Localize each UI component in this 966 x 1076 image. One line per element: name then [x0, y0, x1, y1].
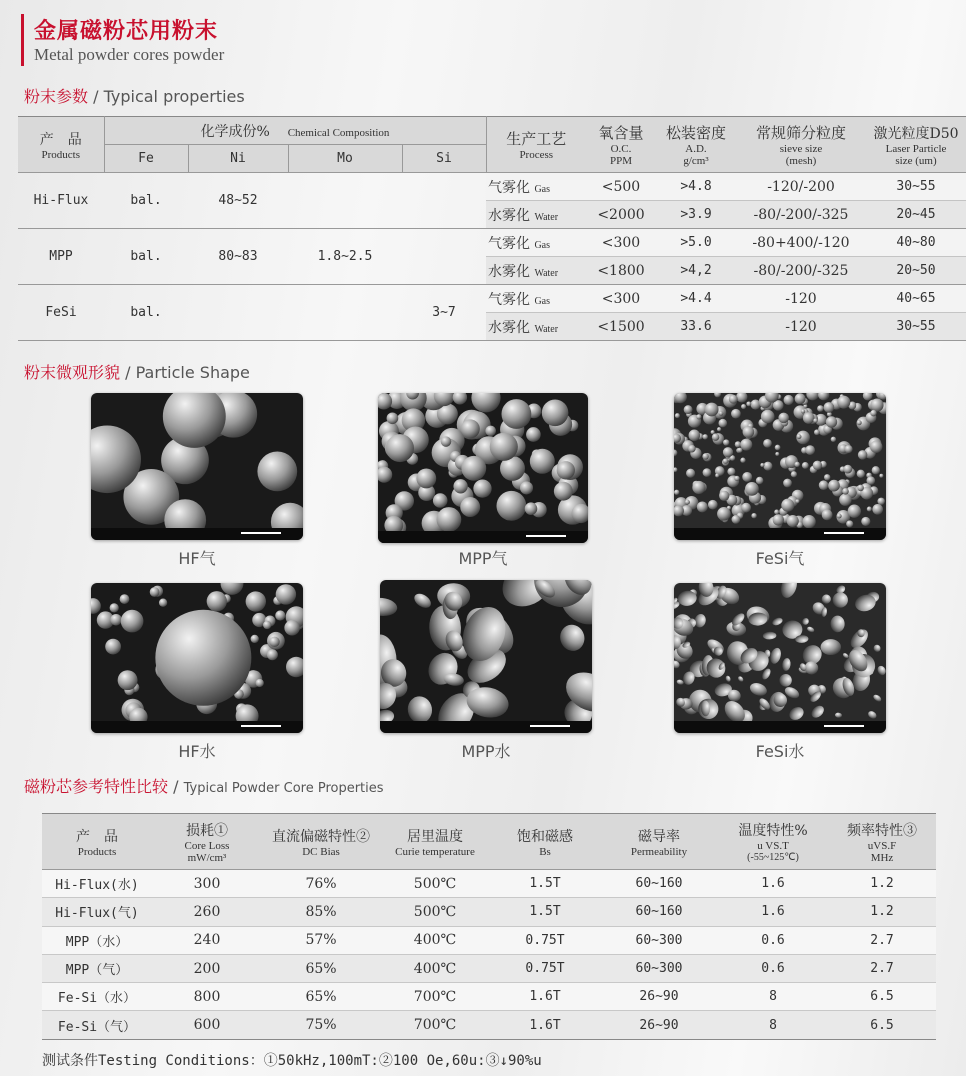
core-loss: 800: [193, 988, 221, 1005]
core-product: MPP（水）: [65, 934, 129, 950]
process-cn: 水雾化: [488, 263, 530, 280]
core-row: [42, 926, 936, 954]
process-en: Gas: [534, 239, 551, 251]
header-oc-unit: PPM: [609, 155, 633, 167]
section-heading-shape: [24, 360, 250, 383]
core-product: Hi-Flux(水): [55, 878, 139, 894]
core-row: [42, 870, 936, 898]
core-dc: 76%: [305, 875, 337, 892]
section-en: Particle Shape: [135, 363, 250, 382]
core-loss: 260: [193, 903, 221, 920]
core-product: MPP（气）: [65, 963, 129, 979]
laser-value: 40~80: [866, 229, 966, 257]
core-curie: 400℃: [413, 932, 457, 949]
core-row: [42, 1011, 936, 1039]
h-en: DC Bias: [302, 845, 340, 858]
core-header-products: [42, 814, 152, 870]
core-product: Fe-Si（水）: [57, 991, 137, 1007]
sem-micrograph: [674, 393, 886, 540]
sem-micrograph: [91, 583, 303, 733]
section-sep: /: [125, 363, 131, 382]
core-perm: 60~160: [635, 904, 683, 920]
core-product: Fe-Si（气）: [57, 1019, 137, 1035]
section-en: Typical Powder Core Properties: [183, 781, 384, 796]
core-bs: 0.75T: [525, 932, 565, 948]
laser-value: 40~65: [866, 285, 966, 313]
core-header-perm: [600, 814, 718, 870]
core-curie: 700℃: [413, 988, 457, 1005]
core-bs: 1.6T: [529, 989, 561, 1005]
core-row: [42, 898, 936, 926]
si-value: 3~7: [432, 305, 456, 320]
h-en: Curie temperature: [395, 845, 475, 858]
h-cn: 损耗①: [186, 822, 228, 839]
process-en: Gas: [534, 295, 551, 307]
core-row: [42, 983, 936, 1011]
sieve-value: -80/-200/-325: [736, 201, 866, 229]
core-perm: 60~300: [635, 932, 683, 948]
core-header-temp: [718, 814, 828, 870]
oc-value: <2000: [586, 201, 656, 229]
header-sieve: [736, 117, 866, 173]
section-heading-core: [24, 774, 384, 797]
powder-row: [18, 285, 966, 313]
micrograph-caption: FeSi水: [755, 742, 805, 761]
header-chem-en: Chemical Composition: [287, 126, 390, 139]
core-dc: 75%: [305, 1017, 337, 1034]
header-chem-cn: 化学成份%: [200, 123, 270, 140]
header-oc: [586, 117, 656, 173]
sieve-value: -80+400/-120: [736, 229, 866, 257]
title-accent-bar: [21, 14, 24, 66]
core-header-bs: [490, 814, 600, 870]
core-product: Hi-Flux(气): [55, 906, 139, 922]
ad-value: >3.9: [656, 201, 736, 229]
header-ni: Ni: [188, 145, 288, 173]
section-sep: /: [93, 87, 99, 106]
header-laser-cn: 激光粒度D50: [873, 125, 959, 142]
core-curie: 700℃: [413, 1017, 457, 1034]
h-en: Bs: [539, 845, 551, 858]
core-curie: 400℃: [413, 960, 457, 977]
core-freq: 1.2: [870, 876, 894, 892]
fe-value: bal.: [130, 193, 162, 208]
h-unit: MHz: [870, 851, 894, 864]
h-cn: 直流偏磁特性②: [272, 828, 370, 845]
laser-value: 20~50: [866, 257, 966, 285]
core-temp: 8: [769, 1017, 777, 1033]
core-perm: 26~90: [639, 989, 679, 1005]
header-ad-unit: g/cm³: [683, 155, 709, 167]
ad-value: >5.0: [656, 229, 736, 257]
process-cn: 气雾化: [488, 291, 530, 308]
header-sieve-cn: 常规筛分粒度: [755, 124, 846, 142]
core-properties-table: [42, 813, 936, 1040]
core-freq: 6.5: [870, 1017, 894, 1033]
h-cn: 产 品: [76, 828, 118, 845]
micrograph-caption: HF水: [178, 742, 216, 761]
header-laser: [866, 117, 966, 173]
core-freq: 1.2: [870, 904, 894, 920]
core-dc: 85%: [305, 903, 337, 920]
sem-micrograph: [674, 583, 886, 733]
core-loss: 200: [193, 960, 221, 977]
process-cn: 气雾化: [488, 235, 530, 252]
oc-value: <300: [586, 285, 656, 313]
process-cell: [486, 201, 586, 229]
core-freq: 2.7: [870, 961, 894, 977]
laser-value: 20~45: [866, 201, 966, 229]
section-cn: 粉末微观形貌: [24, 363, 121, 382]
h-cn: 频率特性③: [847, 822, 917, 839]
core-temp: 1.6: [761, 904, 785, 920]
header-laser-unit: size (um): [895, 154, 937, 167]
process-en: Water: [534, 323, 559, 335]
h-en: Core Loss: [184, 839, 230, 852]
core-perm: 60~300: [635, 961, 683, 977]
core-loss: 300: [193, 875, 221, 892]
h-cn: 居里温度: [407, 828, 463, 845]
core-loss: 240: [193, 932, 221, 949]
header-ad-cn: 松装密度: [665, 124, 726, 142]
section-cn: 粉末参数: [24, 87, 89, 106]
process-cell: [486, 257, 586, 285]
process-cn: 气雾化: [488, 179, 530, 196]
core-temp: 0.6: [761, 961, 785, 977]
fe-value: bal.: [130, 305, 162, 320]
h-en: u VS.T: [757, 840, 789, 852]
process-cell: [486, 173, 586, 201]
sem-micrograph: [378, 393, 588, 543]
header-mo: Mo: [288, 145, 402, 173]
h-en: uVS.F: [867, 839, 897, 852]
oc-value: <300: [586, 229, 656, 257]
core-bs: 1.6T: [529, 1017, 561, 1033]
header-sieve-unit: (mesh): [785, 155, 817, 167]
header-process: [486, 117, 586, 173]
header-process-en: Process: [519, 149, 554, 161]
core-curie: 500℃: [413, 875, 457, 892]
ad-value: >4.8: [656, 173, 736, 201]
sieve-value: -80/-200/-325: [736, 257, 866, 285]
ad-value: >4.4: [656, 285, 736, 313]
powder-row: [18, 173, 966, 201]
core-loss: 600: [193, 1017, 221, 1034]
section-en: Typical properties: [103, 87, 245, 106]
powder-properties-table: [18, 116, 966, 341]
sem-micrograph: [91, 393, 303, 540]
micrograph-caption: MPP水: [461, 742, 511, 761]
product-name: Hi-Flux: [33, 193, 89, 208]
laser-value: 30~55: [866, 313, 966, 341]
core-temp: 0.6: [761, 932, 785, 948]
mo-value: [288, 173, 402, 229]
header-oc-en: O.C.: [610, 143, 632, 155]
product-name: MPP: [49, 249, 73, 264]
header-sieve-en: sieve size: [779, 143, 823, 155]
fe-value: bal.: [130, 249, 162, 264]
h-cn: 饱和磁感: [517, 828, 573, 845]
oc-value: <1500: [586, 313, 656, 341]
powder-row: [18, 229, 966, 257]
core-curie: 500℃: [413, 903, 457, 920]
header-si: Si: [436, 151, 452, 166]
oc-value: <500: [586, 173, 656, 201]
core-perm: 60~160: [635, 876, 683, 892]
sieve-value: -120/-200: [736, 173, 866, 201]
laser-value: 30~55: [866, 173, 966, 201]
micrograph-caption: HF气: [178, 549, 216, 568]
core-dc: 57%: [305, 932, 337, 949]
header-products-en: Products: [41, 148, 80, 161]
h-unit: mW/cm³: [187, 851, 227, 864]
core-perm: 26~90: [639, 1017, 679, 1033]
ni-value: [188, 285, 288, 341]
core-temp: 1.6: [761, 876, 785, 892]
core-bs: 1.5T: [529, 904, 561, 920]
header-fe: Fe: [104, 145, 188, 173]
core-header-dc: [262, 814, 380, 870]
process-cn: 水雾化: [488, 319, 530, 336]
sieve-value: -120: [736, 313, 866, 341]
ni-value: 80~83: [218, 249, 258, 264]
si-value: [402, 229, 486, 285]
core-dc: 65%: [305, 960, 337, 977]
section-sep: /: [173, 777, 179, 796]
core-temp: 8: [769, 989, 777, 1005]
micrograph-caption: MPP气: [458, 549, 508, 568]
process-en: Water: [534, 211, 559, 223]
process-en: Gas: [534, 183, 551, 195]
core-header-curie: [380, 814, 490, 870]
process-en: Water: [534, 267, 559, 279]
header-laser-en: Laser Particle: [885, 142, 947, 155]
header-products: [18, 117, 104, 173]
h-cn: 磁导率: [638, 828, 680, 845]
core-bs: 0.75T: [525, 961, 565, 977]
page-title: 金属磁粉芯用粉末: [34, 19, 219, 44]
core-header-freq: [828, 814, 936, 870]
process-cell: [486, 285, 586, 313]
mo-value: 1.8~2.5: [317, 249, 373, 264]
mo-value: [288, 285, 402, 341]
h-en: Products: [77, 845, 117, 858]
h-cn: 温度特性%: [738, 823, 808, 839]
header-oc-cn: 氧含量: [598, 124, 644, 142]
header-ad: [656, 117, 736, 173]
h-unit: (-55~125℃): [747, 852, 799, 863]
micrograph-caption: FeSi气: [755, 549, 805, 568]
process-cn: 水雾化: [488, 207, 530, 224]
process-cell: [486, 313, 586, 341]
process-cell: [486, 229, 586, 257]
product-name: FeSi: [45, 305, 77, 320]
header-products-cn: 产 品: [39, 131, 82, 148]
core-freq: 2.7: [870, 932, 894, 948]
h-en: Permeability: [630, 845, 688, 858]
header-ad-en: A.D.: [685, 143, 707, 155]
ad-value: >4,2: [656, 257, 736, 285]
ni-value: 48~52: [218, 193, 258, 208]
si-value: [402, 173, 486, 229]
header-process-cn: 生产工艺: [506, 130, 567, 148]
ad-value: 33.6: [656, 313, 736, 341]
sem-micrograph: [380, 580, 592, 733]
page-subtitle: Metal powder cores powder: [34, 45, 225, 64]
core-dc: 65%: [305, 988, 337, 1005]
core-row: [42, 954, 936, 982]
core-bs: 1.5T: [529, 876, 561, 892]
core-freq: 6.5: [870, 989, 894, 1005]
oc-value: <1800: [586, 257, 656, 285]
sieve-value: -120: [736, 285, 866, 313]
section-heading-properties: [24, 84, 245, 107]
section-cn: 磁粉芯参考特性比较: [24, 777, 169, 796]
testing-conditions-note: 测试条件Testing Conditions：①50kHz,100mT:②100 Oe,60u:③↓90%u: [42, 1053, 542, 1069]
header-chem: [104, 117, 486, 145]
core-header-loss: [152, 814, 262, 870]
